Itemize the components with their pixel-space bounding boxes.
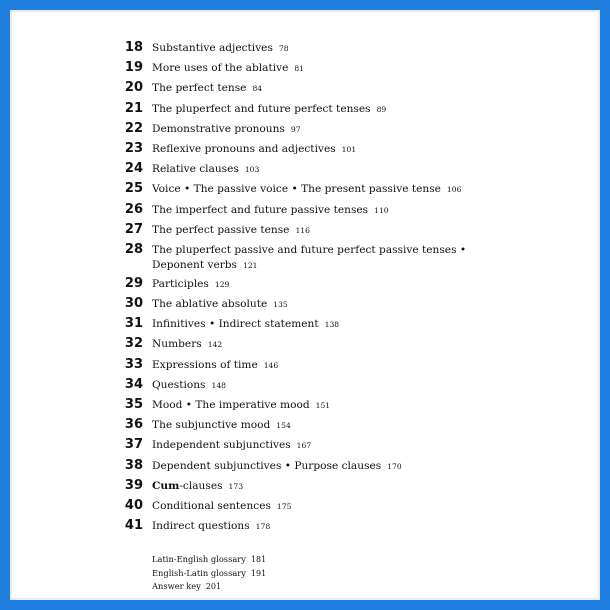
toc-entry-38[interactable] (118, 457, 578, 477)
table-of-contents (118, 39, 578, 537)
page-number: 116 (295, 225, 310, 235)
back-matter (152, 553, 266, 594)
page-number: 106 (446, 185, 462, 195)
page-number: 175 (276, 501, 292, 511)
toc-entry-30[interactable] (118, 295, 578, 315)
toc-entry-28[interactable] (118, 241, 578, 275)
chapter-title: Voice • The passive voice • The present passive tense 106 (152, 183, 462, 196)
page-number: 201 (205, 582, 222, 591)
page-number: 178 (255, 522, 271, 532)
page-number: 78 (278, 44, 289, 53)
chapter-title: Questions 148 (152, 378, 226, 391)
page-number: 135 (273, 300, 288, 310)
page-number: 103 (244, 165, 260, 175)
chapter-number: 22 (124, 120, 143, 136)
toc-entry-19[interactable] (118, 59, 578, 79)
chapter-title: Independent subjunctives 167 (152, 439, 312, 452)
chapter-title: More uses of the ablative 81 (152, 62, 305, 75)
chapter-number: 24 (124, 161, 143, 177)
toc-entry-36[interactable] (118, 416, 578, 436)
back-matter-latin-english-glossary[interactable]: Latin-English glossary 181 (152, 554, 267, 564)
toc-entry-26[interactable] (118, 201, 578, 221)
page-number: 129 (214, 279, 230, 289)
chapter-number: 18 (124, 40, 143, 55)
chapter-title: Numbers 142 (152, 338, 223, 351)
chapter-title: Substantive adjectives 78 (152, 42, 289, 54)
back-matter-answer-key[interactable]: Answer key 201 (152, 581, 222, 591)
toc-entry-37[interactable] (118, 436, 578, 456)
chapter-title: Reflexive pronouns and adjectives 101 (152, 142, 357, 155)
page-number: 138 (324, 320, 340, 330)
toc-entry-20[interactable] (118, 79, 578, 99)
chapter-title: Indirect questions 178 (152, 520, 271, 533)
chapter-title: The perfect passive tense 116 (152, 223, 310, 236)
toc-entry-27[interactable] (118, 221, 578, 241)
toc-entry-29[interactable] (118, 275, 578, 295)
chapter-title: The pluperfect passive and future perfect passive tenses • Deponent verbs 121 (152, 243, 467, 271)
page-number: 110 (374, 205, 389, 215)
chapter-title: Participles 129 (152, 277, 230, 290)
chapter-number: 35 (124, 397, 143, 412)
chapter-title: Conditional sentences 175 (152, 499, 292, 512)
chapter-title: Dependent subjunctives • Purpose clauses 170 (152, 459, 402, 472)
chapter-number: 19 (124, 60, 143, 76)
chapter-number: 30 (124, 296, 143, 312)
page-number: 81 (294, 64, 305, 74)
chapter-title: Infinitives • Indirect statement 138 (152, 318, 340, 331)
page-number: 170 (387, 461, 402, 471)
chapter-title: The perfect tense 84 (152, 82, 263, 95)
page-number: 101 (341, 144, 357, 154)
page-number: 154 (276, 421, 291, 431)
chapter-number: 23 (124, 140, 143, 156)
page-number: 84 (252, 84, 263, 94)
page-number: 146 (263, 360, 279, 370)
chapter-number: 34 (124, 376, 143, 392)
chapter-number: 36 (124, 417, 143, 433)
page-number: 151 (315, 401, 331, 410)
chapter-number: 26 (124, 201, 143, 217)
toc-entry-23[interactable] (118, 140, 578, 160)
chapter-title: Relative clauses 103 (152, 163, 260, 176)
chapter-number: 29 (124, 275, 143, 291)
toc-entry-31[interactable] (118, 315, 578, 335)
toc-entry-41[interactable] (118, 517, 578, 537)
page-number: 191 (250, 568, 267, 578)
toc-entry-24[interactable] (118, 160, 578, 180)
toc-entry-33[interactable] (118, 356, 578, 376)
page-number: 148 (211, 380, 226, 390)
chapter-title: Cum-clauses 173 (152, 479, 244, 492)
chapter-number: 28 (124, 241, 143, 257)
toc-entry-39[interactable] (118, 477, 578, 497)
chapter-title: The subjunctive mood 154 (152, 419, 291, 432)
chapter-number: 37 (124, 437, 143, 453)
page-number: 121 (243, 260, 258, 270)
page-number: 167 (296, 441, 312, 451)
chapter-number: 21 (124, 100, 143, 116)
chapter-number: 40 (124, 497, 143, 513)
toc-entry-22[interactable] (118, 120, 578, 140)
chapter-title: Demonstrative pronouns 97 (152, 122, 301, 135)
page-number: 173 (228, 481, 244, 491)
chapter-title: Expressions of time 146 (152, 358, 279, 371)
chapter-title: The pluperfect and future perfect tenses 89 (152, 102, 387, 115)
toc-entry-25[interactable] (118, 180, 578, 200)
page-number: 97 (290, 124, 301, 134)
page-number: 181 (250, 555, 267, 564)
chapter-number: 39 (124, 477, 143, 493)
toc-entry-21[interactable] (118, 100, 578, 120)
chapter-title: The ablative absolute 135 (152, 298, 288, 311)
chapter-number: 20 (124, 80, 143, 96)
chapter-number: 31 (124, 316, 143, 332)
page-number: 142 (207, 340, 223, 350)
page-number: 89 (376, 104, 387, 114)
chapter-number: 38 (124, 457, 143, 473)
chapter-number: 41 (124, 518, 143, 534)
toc-entry-32[interactable] (118, 335, 578, 355)
chapter-title: The imperfect and future passive tenses 110 (152, 203, 389, 216)
toc-entry-34[interactable] (118, 376, 578, 396)
document-page (10, 10, 600, 600)
back-matter-english-latin-glossary[interactable]: English-Latin glossary 191 (152, 567, 267, 578)
toc-entry-35[interactable] (118, 396, 578, 416)
chapter-number: 25 (124, 181, 143, 197)
chapter-number: 33 (124, 356, 143, 372)
chapter-title: Mood • The imperative mood 151 (152, 399, 331, 411)
toc-entry-18[interactable] (118, 39, 578, 59)
chapter-number: 32 (124, 336, 143, 352)
toc-entry-40[interactable] (118, 497, 578, 517)
chapter-number: 27 (124, 221, 143, 237)
